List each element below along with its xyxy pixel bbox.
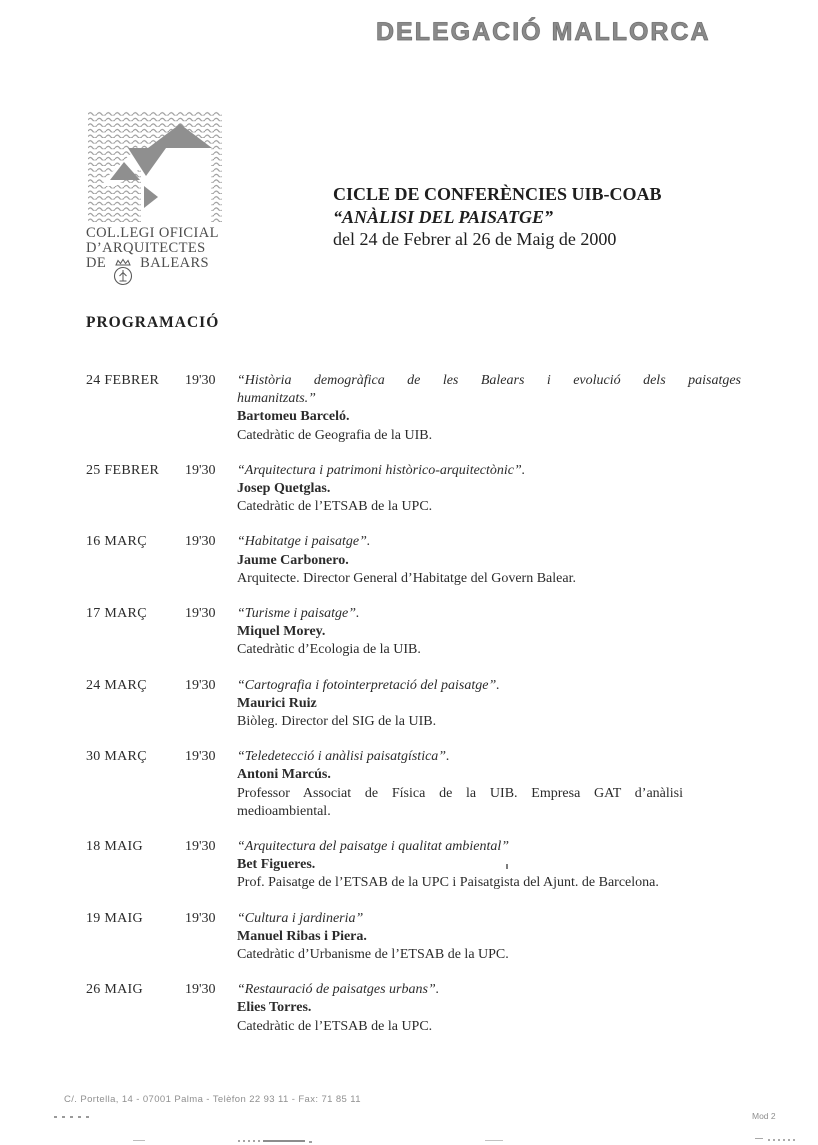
- program-list: [86, 372, 746, 1053]
- entry-title: [237, 981, 741, 999]
- entry-title: [237, 838, 741, 856]
- entry-desc-line: medioambiental.: [237, 803, 331, 819]
- entry-title: [237, 533, 741, 551]
- entry-title: [237, 372, 741, 408]
- program-entry: [86, 748, 746, 821]
- entry-content: [237, 677, 741, 732]
- org-name-line2: D’ARQUITECTES: [86, 240, 206, 256]
- entry-date: 18 MAIG: [86, 839, 143, 855]
- entry-time: 19'30: [185, 982, 216, 998]
- entry-title-line: humanitzats.”: [237, 391, 316, 407]
- entry-speaker: Miquel Morey.: [237, 624, 326, 640]
- entry-desc: [237, 641, 741, 659]
- scan-artifact: [54, 1116, 94, 1118]
- entry-content: [237, 533, 741, 588]
- entry-time: 19'30: [185, 749, 216, 765]
- entry-desc-line: Biòleg. Director del SIG de la UIB.: [237, 714, 437, 730]
- entry-speaker: Manuel Ribas i Piera.: [237, 928, 367, 944]
- entry-date: 24 FEBRER: [86, 373, 160, 388]
- coab-logo-icon: [88, 110, 222, 222]
- scan-artifact: [485, 1140, 503, 1141]
- org-name: [86, 226, 236, 288]
- entry-date: 26 MAIG: [86, 982, 143, 998]
- entry-title-line: “Cultura i jardineria”: [237, 910, 364, 926]
- entry-title: [237, 910, 741, 928]
- entry-speaker: Jaume Carbonero.: [237, 552, 349, 568]
- entry-speaker: Bartomeu Barceló.: [237, 409, 350, 425]
- entry-speaker: Bet Figueres.: [237, 857, 316, 873]
- conference-title-block: [333, 183, 662, 251]
- entry-desc-line: Catedràtic d’Ecologia de la UIB.: [237, 642, 421, 658]
- entry-desc-line: Catedràtic de Geografia de la UIB.: [237, 427, 433, 443]
- entry-date: 16 MARÇ: [86, 534, 147, 550]
- entry-time: 19'30: [185, 677, 216, 693]
- entry-content: [237, 462, 741, 517]
- entry-title-line: “Restauració de paisatges urbans”.: [237, 982, 440, 998]
- program-entry: [86, 462, 746, 517]
- entry-content: [237, 910, 741, 965]
- entry-desc: [237, 1018, 741, 1036]
- entry-desc: [237, 785, 683, 821]
- program-entry: [86, 605, 746, 660]
- entry-desc-line: Arquitecte. Director General d’Habitatge del Govern Balear.: [237, 570, 576, 586]
- entry-title: [237, 462, 741, 480]
- entry-title-line: “Habitatge i paisatge”.: [237, 534, 371, 550]
- entry-time: 19'30: [185, 462, 216, 478]
- mod-label: Mod 2: [752, 1111, 776, 1121]
- delegation-stamp: DELEGACIÓ MALLORCA: [376, 18, 711, 46]
- section-title: PROGRAMACIÓ: [86, 314, 220, 331]
- entry-date: 17 MARÇ: [86, 606, 147, 622]
- entry-time: 19'30: [185, 839, 216, 855]
- scan-artifact: [768, 1139, 796, 1141]
- footer-address: C/. Portella, 14 - 07001 Palma - Telèfon 22 93 11 - Fax: 71 85 11: [64, 1094, 361, 1105]
- entry-content: [237, 605, 741, 660]
- org-name-line3-post: BALEARS: [140, 255, 210, 271]
- entry-content: [237, 372, 741, 445]
- entry-title-line: “Teledetecció i anàlisi paisatgística”.: [237, 749, 450, 765]
- conference-dates: del 24 de Febrer al 26 de Maig de 2000: [333, 229, 617, 249]
- entry-speaker: Antoni Marcús.: [237, 767, 331, 783]
- entry-time: 19'30: [185, 910, 216, 926]
- entry-date: 30 MARÇ: [86, 749, 147, 765]
- entry-title-line: “Història demogràfica de les Balears i evolució dels paisatges: [237, 373, 741, 388]
- entry-desc: [237, 874, 741, 892]
- program-entry: [86, 533, 746, 588]
- program-entry: [86, 838, 746, 893]
- entry-desc: [237, 427, 741, 445]
- entry-date: 25 FEBRER: [86, 462, 160, 478]
- scan-artifact: [238, 1140, 262, 1142]
- entry-title: [237, 677, 741, 695]
- entry-title-line: “Turisme i paisatge”.: [237, 606, 360, 622]
- crown-crest-icon: [111, 258, 135, 288]
- entry-desc: [237, 713, 741, 731]
- scan-artifact: [755, 1138, 763, 1139]
- entry-desc-line: Catedràtic de l’ETSAB de la UPC.: [237, 1018, 433, 1034]
- entry-title-line: “Arquitectura del paisatge i qualitat ambiental”: [237, 839, 510, 855]
- program-entry: [86, 372, 746, 445]
- entry-content: [237, 748, 741, 821]
- program-entry: [86, 981, 746, 1036]
- entry-title-line: “Cartografia i fotointerpretació del paisatge”.: [237, 677, 500, 693]
- scan-artifact: [506, 864, 508, 869]
- program-entry: [86, 910, 746, 965]
- entry-desc: [237, 570, 741, 588]
- entry-title-line: “Arquitectura i patrimoni històrico-arquitectònic”.: [237, 462, 526, 478]
- entry-desc-line: Prof. Paisatge de l’ETSAB de la UPC i Paisatgista del Ajunt. de Barcelona.: [237, 875, 659, 891]
- entry-title: [237, 748, 741, 766]
- org-name-line3: [86, 256, 236, 288]
- scan-artifact: [309, 1141, 312, 1143]
- entry-content: [237, 838, 741, 893]
- entry-time: 19'30: [185, 606, 216, 622]
- org-name-line3-pre: DE: [86, 255, 107, 271]
- entry-date: 19 MAIG: [86, 910, 143, 926]
- scan-artifact: [263, 1140, 305, 1142]
- entry-date: 24 MARÇ: [86, 677, 147, 693]
- entry-title: [237, 605, 741, 623]
- entry-speaker: Elies Torres.: [237, 1000, 312, 1016]
- entry-content: [237, 981, 741, 1036]
- entry-time: 19'30: [185, 534, 216, 550]
- entry-desc-line: Catedràtic d’Urbanisme de l’ETSAB de la UPC.: [237, 947, 509, 963]
- entry-desc-line: Catedràtic de l’ETSAB de la UPC.: [237, 499, 433, 515]
- entry-desc-line: Professor Associat de Física de la UIB. Empresa GAT d’anàlisi: [237, 785, 683, 801]
- conference-title: CICLE DE CONFERÈNCIES UIB-COAB: [333, 184, 662, 204]
- scan-artifact: [133, 1140, 145, 1141]
- entry-desc: [237, 498, 741, 516]
- conference-subtitle: “ANÀLISI DEL PAISATGE”: [333, 206, 554, 227]
- program-entry: [86, 677, 746, 732]
- entry-speaker: Maurici Ruiz: [237, 695, 317, 711]
- entry-speaker: Josep Quetglas.: [237, 481, 331, 497]
- entry-time: 19'30: [185, 373, 216, 388]
- org-name-line1: COL.LEGI OFICIAL: [86, 225, 219, 241]
- coab-logo-block: [86, 110, 236, 288]
- entry-desc: [237, 946, 741, 964]
